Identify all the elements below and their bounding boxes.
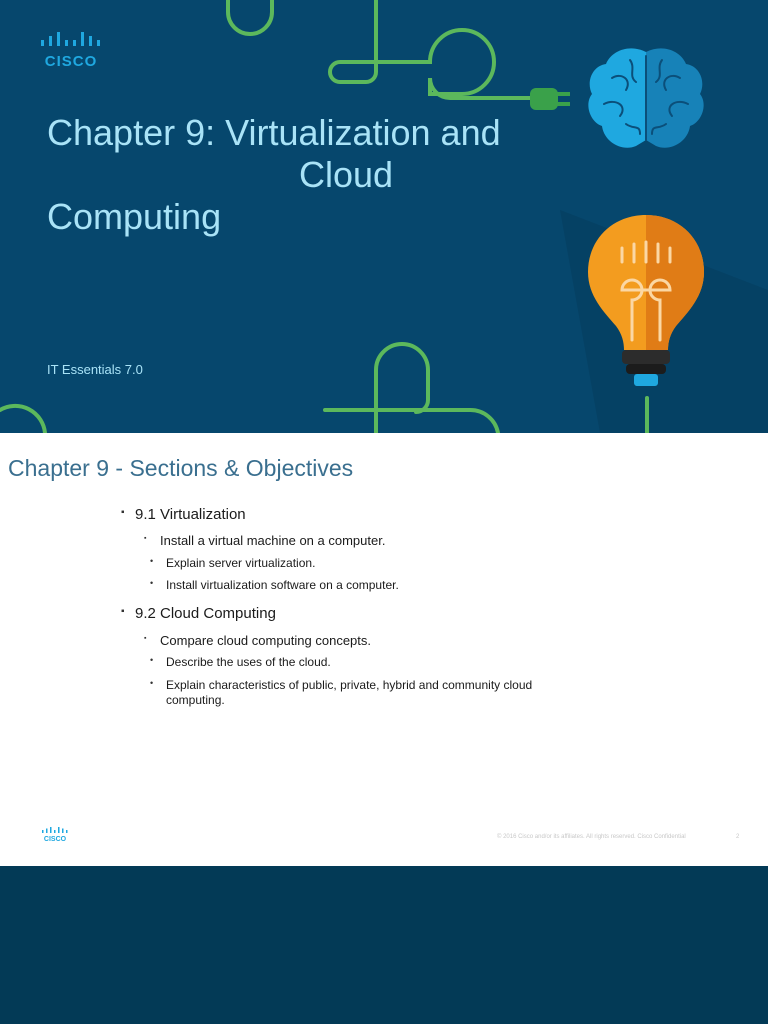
title-slide [0, 0, 768, 433]
objectives-slide [0, 433, 768, 866]
slide-title [47, 112, 567, 238]
section-label: 9.2 Cloud Computing [135, 605, 276, 622]
bullet-icon: • [150, 556, 154, 566]
slide-subtitle: IT Essentials 7.0 [47, 362, 143, 377]
section-objective: Compare cloud computing concepts. [160, 633, 372, 648]
plug-icon [530, 88, 570, 110]
objective-point: Install virtualization software on a computer. [166, 578, 399, 592]
bullet-icon: • [150, 678, 154, 688]
brain-icon [588, 48, 703, 147]
cisco-logo-small-text: CISCO [43, 836, 67, 843]
page-number: 2 [736, 834, 740, 840]
section-label: 9.1 Virtualization [135, 506, 246, 523]
cisco-logo [40, 32, 110, 72]
bullet-icon: ▪ [144, 635, 147, 642]
title-line-3: Computing [47, 196, 222, 237]
title-line-2: Cloud [299, 154, 394, 195]
bullet-icon: ▪ [144, 535, 147, 542]
objectives-title: Chapter 9 - Sections & Objectives [8, 455, 354, 481]
bullet-icon: ▪ [121, 606, 125, 617]
section-objective: Install a virtual machine on a computer. [160, 533, 386, 548]
cisco-logo-text: CISCO [44, 53, 98, 70]
objective-point: Explain server virtualization. [166, 556, 316, 570]
objective-point: Describe the uses of the cloud. [166, 655, 331, 669]
copyright-footer: © 2016 Cisco and/or its affiliates. All rights reserved. Cisco Confidential [497, 834, 686, 840]
title-line-1: Chapter 9: Virtualization and [47, 112, 501, 153]
bullet-icon: • [150, 655, 154, 665]
bullet-icon: • [150, 578, 154, 588]
objective-point: Explain characteristics of public, private, hybrid and community cloud computing. [166, 678, 533, 707]
cisco-logo-small [42, 827, 72, 843]
bullet-icon: ▪ [121, 507, 125, 518]
